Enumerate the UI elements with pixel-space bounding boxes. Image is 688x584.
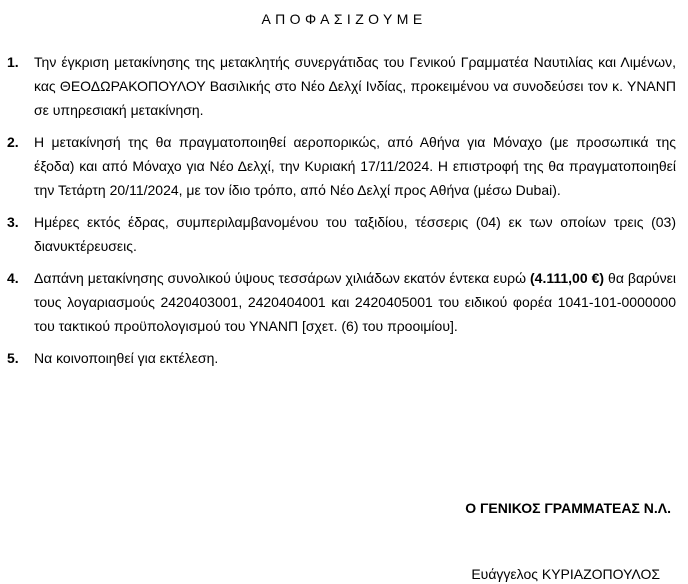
item-number: 5. [7, 350, 19, 366]
item-text-before: Δαπάνη μετακίνησης συνολικού ύψους τεσσάρων χιλιάδων εκατόν έντεκα ευρώ [34, 270, 531, 286]
total-amount: (4.111,00 €) [530, 270, 605, 286]
decision-heading: ΑΠΟΦΑΣΙΖΟΥΜΕ [261, 11, 427, 27]
item-number: 4. [7, 270, 19, 286]
item-text: Την έγκριση μετακίνησης της μετακλητής συνεργάτιδας του Γενικού Γραμματέα Ναυτιλίας και Λιμένων, κας ΘΕΟΔΩΡΑΚΟΠΟΥΛΟΥ Βασιλικής στο Νέο Δελχί Ινδίας, προκειμένου να συνοδεύσει τον κ. ΥΝΑΝΠ σε υπηρεσιακή μετακίνηση. [34, 54, 676, 118]
signatory-title: Ο ΓΕΝΙΚΟΣ ΓΡΑΜΜΑΤΕΑΣ Ν.Λ. [465, 500, 671, 516]
item-number: 1. [7, 54, 19, 70]
signatory-name: Ευάγγελος ΚΥΡΙΑΖΟΠΟΥΛΟΣ [471, 566, 660, 582]
item-number: 3. [7, 214, 19, 230]
item-text-after: θα βαρύνει τους λογαριασμούς 2420403001, 2420404001 και 2420405001 του ειδικού φορέα 1041-101-0000000 του τακτικού προϋπολογισμού του ΥΝΑΝΠ [σχετ. (6) του προοιμίου]. [34, 270, 677, 334]
decision-list [0, 50, 688, 378]
decision-item-1 [0, 50, 688, 122]
item-text [34, 266, 676, 338]
item-number: 2. [7, 134, 19, 150]
item-text: Να κοινοποιηθεί για εκτέλεση. [34, 350, 219, 366]
decision-item-2 [0, 130, 688, 202]
item-text: Η μετακίνησή της θα πραγματοποιηθεί αεροπορικώς, από Αθήνα για Μόναχο (με προσωπικά της έξοδα) και από Μόναχο για Νέο Δελχί, την Κυριακή 17/11/2024. Η επιστροφή της θα πραγματοποιηθεί την Τετάρτη 20/11/2024, με τον ίδιο τρόπο, από Νέο Δελχί προς Αθήνα (μέσω Dubai). [34, 134, 676, 198]
decision-item-5 [0, 346, 688, 370]
decision-item-4 [0, 266, 688, 338]
decision-item-3 [0, 210, 688, 258]
item-text: Ημέρες εκτός έδρας, συμπεριλαμβανομένου του ταξιδίου, τέσσερις (04) εκ των οποίων τρεις (03) διανυκτέρευσεις. [34, 214, 676, 254]
